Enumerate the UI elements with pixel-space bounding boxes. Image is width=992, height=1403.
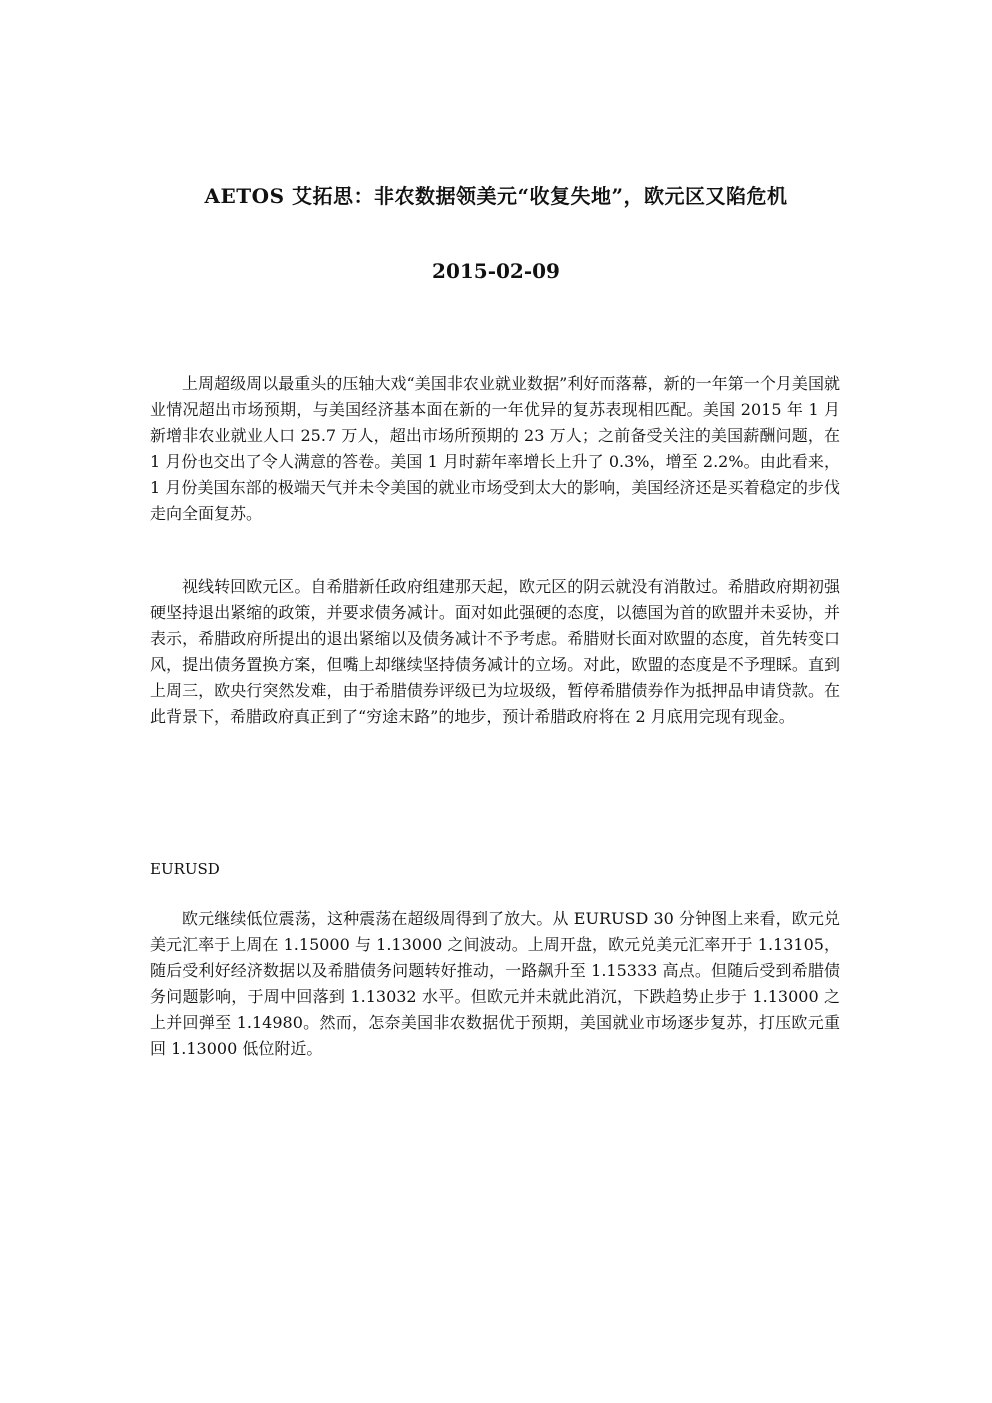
document-date: 2015-02-09 [432, 259, 560, 283]
section-heading-eurusd: EURUSD [150, 860, 220, 878]
paragraph-us-nonfarm: 上周超级周以最重头的压轴大戏“美国非农业就业数据”利好而落幕，新的一年第一个月美国就业情况超出市场预期，与美国经济基本面在新的一年优异的复苏表现相匹配。美国 2015 年 1 月新增非农业就业人口 25.7 万人，超出市场所预期的 23 万人；之前备受关注的美国薪酬问题，在 1 月份也交出了令人满意的答卷。美国 1 月时薪年率增长上升了 0.3%，增至 2.2%。由此看来，1 月份美国东部的极端天气并未令美国的就业市场受到太大的影响，美国经济还是买着稳定的步伐走向全面复苏。 [150, 374, 840, 523]
paragraph-eurozone: 视线转回欧元区。自希腊新任政府组建那天起，欧元区的阴云就没有消散过。希腊政府期初强硬坚持退出紧缩的政策，并要求债务减计。面对如此强硬的态度，以德国为首的欧盟并未妥协，并表示，希腊政府所提出的退出紧缩以及债务减计不予考虑。希腊财长面对欧盟的态度，首先转变口风，提出债务置换方案，但嘴上却继续坚持债务减计的立场。对此，欧盟的态度是不予理睬。直到上周三，欧央行突然发难，由于希腊债券评级已为垃圾级，暂停希腊债券作为抵押品申请贷款。在此背景下，希腊政府真正到了“穷途末路”的地步，预计希腊政府将在 2 月底用完现有现金。 [150, 577, 840, 726]
document-title: AETOS 艾拓思：非农数据领美元“收复失地”，欧元区又陷危机 [204, 184, 788, 208]
paragraph-eurusd: 欧元继续低位震荡，这种震荡在超级周得到了放大。从 EURUSD 30 分钟图上来看，欧元兑美元汇率于上周在 1.15000 与 1.13000 之间波动。上周开盘，欧元兑美元汇率开于 1.13105，随后受利好经济数据以及希腊债务问题转好推动，一路飙升至 1.15333 高点。但随后受到希腊债务问题影响，于周中回落到 1.13032 水平。但欧元并未就此消沉，下跌趋势止步于 1.13000 之上并回弹至 1.14980。然而，怎奈美国非农数据优于预期，美国就业市场逐步复苏，打压欧元重回 1.13000 低位附近。 [150, 909, 840, 1058]
